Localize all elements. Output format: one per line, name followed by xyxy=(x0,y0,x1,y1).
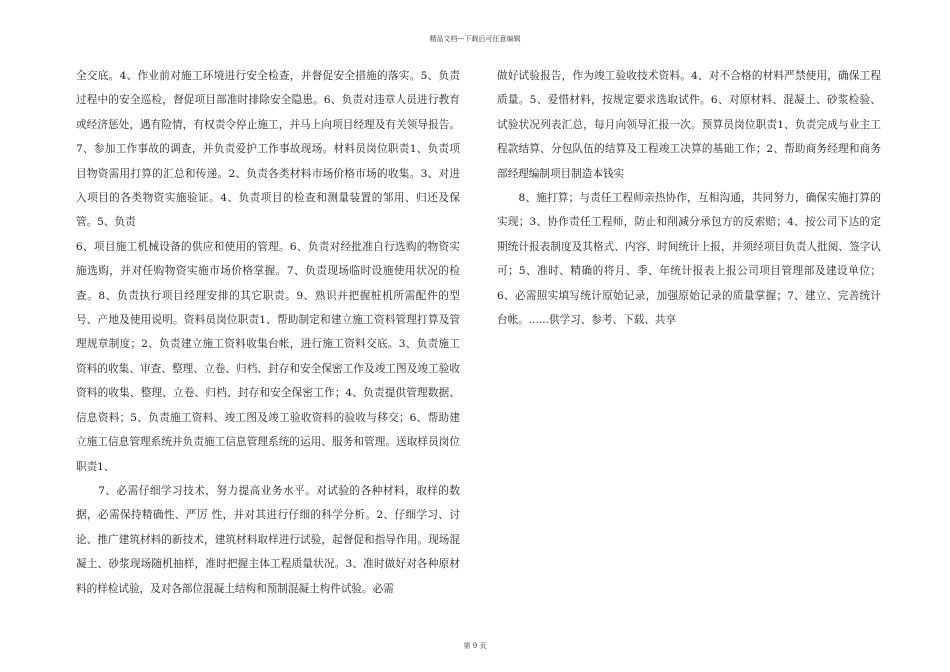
right-paragraph-2: 8、施打算；与责任工程师亲热协作，互相沟通，共同努力，确保实施打算的实现；3、协作责任工程师，防止和削减分承包方的反索赔；4、按公司下达的定期统计报表制度及其格式、内容、时间统计上报，并须经项目负责人批阅、签字认可；5、准时、精确的将月、季、年统计报表上报公司项目管理部及建设单位；6、必需照实填写统计原始记录，加强原始记录的质量掌握；7、建立、完善统计台帐。......供学习、参考、下载、共享 xyxy=(497,192,881,327)
right-text-column xyxy=(497,64,881,332)
left-paragraph-3: 7、必需仔细学习技术，努力提高业务水平。对试验的各种材料，取样的数据，必需保持精确性、严厉 性，并对其进行仔细的科学分析。2、仔细学习、讨论、推广建筑材料的新技术，建筑材料取样进行试验，起督促和指导作用。现场混凝土、砂浆现场随机抽样，准时把握主体工程质量状况。3、准时做好对各种原材料的样检试验，及对各部位混凝土结构和预制混凝土构件试验。必需 xyxy=(76,484,460,595)
left-paragraph-1: 全交底。4、作业前对施工环境进行安全检查，并督促安全措施的落实。5、负责过程中的安全巡检，督促项目部准时排除安全隐患。6、负责对违章人员进行教育或经济惩处，遇有险情，有权责令停止施工，并马上向项目经理及有关领导报告。7、参加工作事故的调查，并负责爱护工作事故现场。材料员岗位职责1、负责项目物资需用打算的汇总和传递。2、负责各类材料市场价格市场的收集。3、对进入项目的各类物资实施验证。4、负责项目的检查和测量装置的邹用、归还及保管。5、负责 xyxy=(76,70,460,229)
page-number: 第 9 页 xyxy=(463,642,487,650)
right-paragraph-1: 做好试验报告，作为竣工验收技术资料。4、对不合格的材料严禁使用，确保工程质量。5、爱惜材料，按规定要求选取试件。6、对原材料、混凝土、砂浆检验、试验状况列表汇总，每月向领导汇报一次。预算员岗位职责1、负责完成与业主工程款结算、分包队伍的结算及工程竣工决算的基础工作；2、帮助商务经理和商务部经理编制项目制造本钱实 xyxy=(497,70,881,180)
left-paragraph-2: 6、项目施工机械设备的供应和使用的管理。6、负责对经批准自行选购的物资实施选购，并对任购物资实施市场价格掌握。7、负责现场临时设施使用状况的检查。8、负责执行项目经理安排的其它职责。9、熟识并把握桩机所需配件的型号、产地及使用说明。资料员岗位职责1、帮助制定和建立施工资料管理打算及管理规章制度；2、负责建立施工资料收集台帐，进行施工资料交底。3、负责施工资料的收集、审查、整理、立卷、归档、封存和安全保密工作及竣工图及竣工验收资料的收集、整理、立卷、归档、封存和安全保密工作；4、负责提供管理数据、信息资料；5、负责施工资料、竣工图及竣工验收资料的验收与移交；6、帮助建立施工信息管理系统并负责施工信息管理系统的运用、服务和管理。送取样员岗位职责1、 xyxy=(76,240,460,473)
page-header: 精品文档---下载后可任意编辑 xyxy=(429,35,521,43)
left-text-column xyxy=(76,64,460,601)
